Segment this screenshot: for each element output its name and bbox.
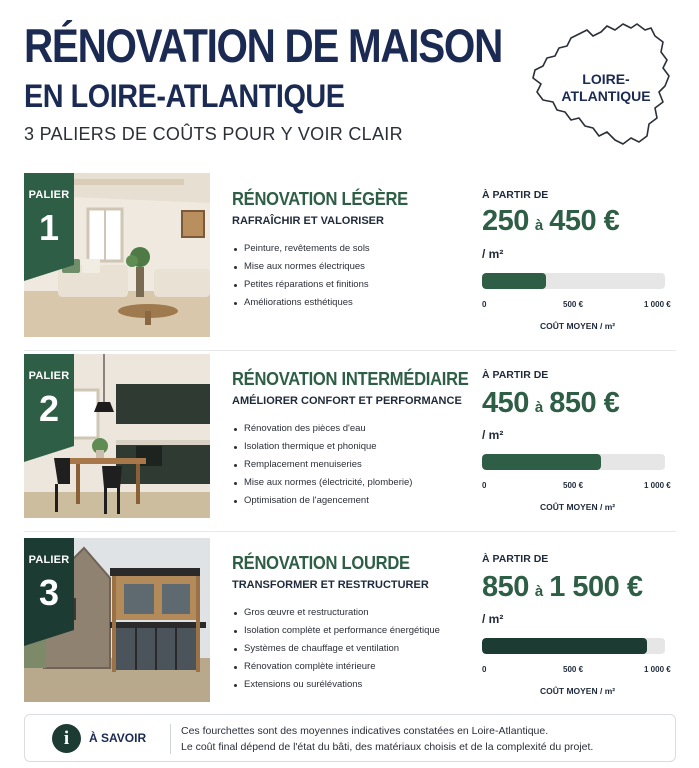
tier-2-card <box>24 354 676 520</box>
page-subtitle: 3 PALIERS DE COÛTS POUR Y VOIR CLAIR <box>24 124 403 144</box>
scale-tick-max: 1 000 € <box>644 481 671 490</box>
tier-3-cost-bar <box>482 638 665 654</box>
info-box-label: À SAVOIR <box>89 731 147 745</box>
list-item: Améliorations esthétiques <box>232 294 370 312</box>
list-item: Extensions ou surélévations <box>232 676 440 694</box>
tier-3-badge: PALIER 3 <box>24 538 74 646</box>
scale-tick-mid: 500 € <box>563 481 584 490</box>
list-item: Mise aux normes électriques <box>232 258 370 276</box>
tier-1-cost-label: COÛT MOYEN / m² <box>540 321 616 331</box>
page-title-region: EN LOIRE-ATLANTIQUE <box>24 78 345 114</box>
tier-3-from-label: À PARTIR DE <box>482 553 549 565</box>
tier-1-cost-bar-fill <box>482 273 546 289</box>
list-item: Optimisation de l'agencement <box>232 492 412 510</box>
tier-1-card <box>24 173 676 337</box>
tier-2-bullet-list <box>232 420 412 510</box>
divider <box>24 531 676 532</box>
tier-1-from-label: À PARTIR DE <box>482 189 549 201</box>
divider <box>24 350 676 351</box>
tier-1-cost-bar <box>482 273 665 289</box>
scale-tick-min: 0 <box>482 481 487 490</box>
tier-3-bullet-list <box>232 604 440 694</box>
tier-3-cost-bar-fill <box>482 638 647 654</box>
tier-1-subtitle: RAFRAÎCHIR ET VALORISER <box>232 215 384 227</box>
list-item: Isolation thermique et phonique <box>232 438 412 456</box>
scale-tick-mid: 500 € <box>563 665 584 674</box>
list-item: Petites réparations et finitions <box>232 276 370 294</box>
tier-2-number: 2 <box>38 388 60 429</box>
list-item: Rénovation complète intérieure <box>232 658 440 676</box>
tier-3-price: 850 à 1 500 € <box>482 571 643 603</box>
tier-2-title: RÉNOVATION INTERMÉDIAIRE <box>232 369 469 389</box>
tier-1-number: 1 <box>38 207 60 248</box>
tier-1-badge: PALIER 1 <box>24 173 74 281</box>
tier-3-unit: / m² <box>482 612 504 626</box>
list-item: Systèmes de chauffage et ventilation <box>232 640 440 658</box>
tier-1-title: RÉNOVATION LÉGÈRE <box>232 189 408 209</box>
tier-2-price: 450 à 850 € <box>482 387 620 419</box>
tier-2-cost-bar-fill <box>482 454 601 470</box>
tier-2-cost-label: COÛT MOYEN / m² <box>540 502 616 512</box>
map-label: LOIRE- ATLANTIQUE <box>561 71 651 104</box>
tier-2-unit: / m² <box>482 428 504 442</box>
tier-3-subtitle: TRANSFORMER ET RESTRUCTURER <box>232 579 429 591</box>
page-title: RÉNOVATION DE MAISON <box>24 19 502 72</box>
scale-tick-max: 1 000 € <box>644 665 671 674</box>
tier-1-bullet-list <box>232 240 370 312</box>
tier-2-from-label: À PARTIR DE <box>482 369 549 381</box>
divider <box>170 724 171 754</box>
list-item: Peinture, revêtements de sols <box>232 240 370 258</box>
list-item: Rénovation des pièces d'eau <box>232 420 412 438</box>
tier-3-title: RÉNOVATION LOURDE <box>232 553 410 573</box>
scale-tick-max: 1 000 € <box>644 300 671 309</box>
list-item: Gros œuvre et restructuration <box>232 604 440 622</box>
tier-2-subtitle: AMÉLIORER CONFORT ET PERFORMANCE <box>232 395 462 407</box>
tier-2-badge: PALIER 2 <box>24 354 74 462</box>
info-box <box>24 714 676 762</box>
list-item: Mise aux normes (électricité, plomberie) <box>232 474 412 492</box>
tier-3-number: 3 <box>38 572 60 613</box>
info-box-text: Ces fourchettes sont des moyennes indicatives constatées en Loire-Atlantique. Le coût final dépend de l'état du bâti, des matériaux choisis et de la complexité du projet. <box>181 725 594 753</box>
tier-3-cost-label: COÛT MOYEN / m² <box>540 686 616 696</box>
tier-1-price: 250 à 450 € <box>482 205 620 237</box>
list-item: Remplacement menuiseries <box>232 456 412 474</box>
tier-1-unit: / m² <box>482 247 504 261</box>
scale-tick-mid: 500 € <box>563 300 584 309</box>
info-icon: i <box>52 724 81 753</box>
scale-tick-min: 0 <box>482 665 487 674</box>
tier-3-card <box>24 538 676 702</box>
scale-tick-min: 0 <box>482 300 487 309</box>
tier-2-cost-bar <box>482 454 665 470</box>
list-item: Isolation complète et performance énergétique <box>232 622 440 640</box>
